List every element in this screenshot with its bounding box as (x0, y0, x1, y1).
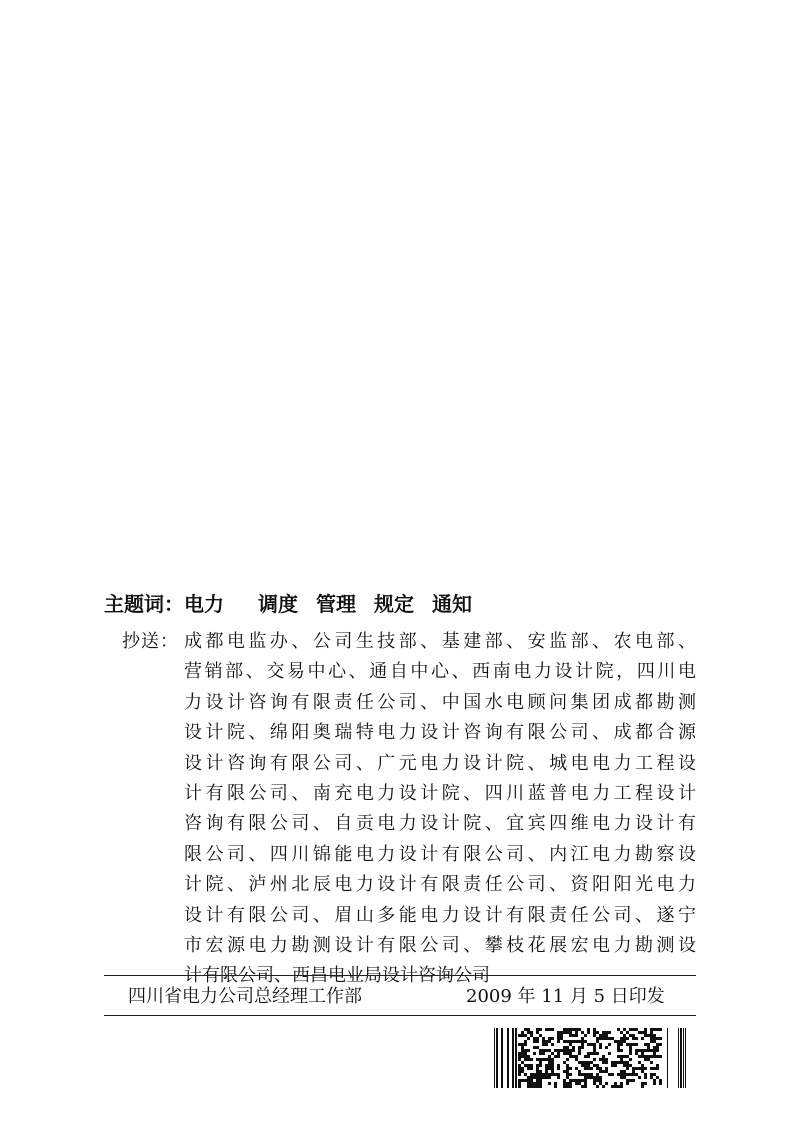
keyword-item: 管理 (316, 592, 356, 616)
keyword-item: 通知 (432, 592, 472, 616)
keywords-label: 主题词： (104, 592, 184, 616)
cc-line: 设计有限公司、眉山多能电力设计有限责任公司、遂宁 (184, 904, 696, 926)
cc-line: 营销部、交易中心、通自中心、西南电力设计院，四川电 (184, 661, 696, 683)
keyword-item: 规定 (374, 592, 414, 616)
print-date: 2009 年 11 月 5 日印发 (466, 986, 665, 1007)
issuing-office: 四川省电力公司总经理工作部 (128, 986, 362, 1007)
cc-line: 设计院、绵阳奥瑞特电力设计咨询有限公司、成都合源 (184, 722, 696, 744)
subject-keywords (104, 590, 694, 618)
cc-line: 咨询有限公司、自贡电力设计院、宜宾四维电力设计有 (184, 813, 696, 835)
cc-line: 设计咨询有限公司、广元电力设计院、城电电力工程设 (184, 752, 696, 774)
divider-top (104, 975, 696, 976)
keyword-item: 调度 (258, 592, 298, 616)
barcode-image (492, 1028, 688, 1088)
cc-line: 市宏源电力勘测设计有限公司、攀枝花展宏电力勘测设 (184, 934, 696, 956)
cc-label: 抄送： (122, 631, 179, 652)
cc-line: 计有限公司、西昌电业局设计咨询公司 (184, 965, 490, 987)
cc-line: 计院、泸州北辰电力设计有限责任公司、资阳阳光电力 (184, 874, 696, 896)
cc-line: 限公司、四川锦能电力设计有限公司、内江电力勘察设 (184, 843, 696, 865)
cc-line: 成都电监办、公司生技部、基建部、安监部、农电部、 (184, 631, 696, 652)
divider-bottom (104, 1015, 696, 1016)
keyword-item: 电力 (184, 592, 224, 616)
cc-line: 力设计咨询有限责任公司、中国水电顾问集团成都勘测 (184, 691, 696, 713)
cc-line: 计有限公司、南充电力设计院、四川蓝普电力工程设计 (184, 782, 696, 804)
cc-recipient-list (184, 627, 696, 992)
